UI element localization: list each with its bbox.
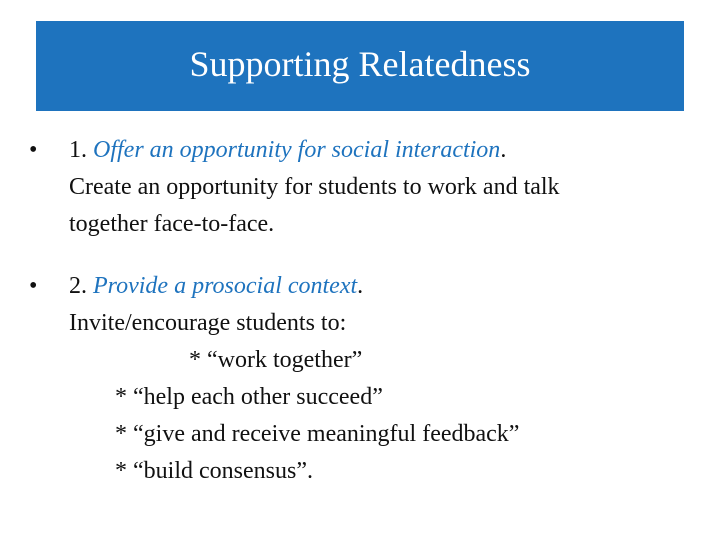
bullet-period: . — [500, 137, 507, 163]
bullet-heading-line — [69, 132, 560, 169]
bullet-number: 1. — [69, 137, 93, 163]
bullet-emphasis: Provide a prosocial context — [93, 273, 358, 299]
sub-item-line: * “build consensus”. — [115, 458, 313, 484]
bullet-emphasis: Offer an opportunity for social interaction — [93, 137, 501, 163]
sub-item-line: * “work together” — [189, 347, 363, 373]
bullet-line: Create an opportunity for students to work and talk — [69, 174, 560, 200]
bullet-marker: • — [29, 273, 38, 299]
slide-title: Supporting Relatedness — [189, 44, 531, 84]
bullet-number: 2. — [69, 273, 93, 299]
title-banner — [36, 21, 684, 111]
bullet-text — [69, 268, 519, 490]
bullet-line: together face-to-face. — [69, 211, 275, 237]
bullet-text — [69, 132, 560, 243]
bullet-marker: • — [29, 137, 38, 163]
sub-item-line: * “help each other succeed” — [115, 384, 383, 410]
bullet-heading-line — [69, 268, 519, 305]
sub-item-line: * “give and receive meaningful feedback” — [115, 421, 520, 447]
bullet-line: Invite/encourage students to: — [69, 310, 347, 336]
bullet-period: . — [357, 273, 364, 299]
